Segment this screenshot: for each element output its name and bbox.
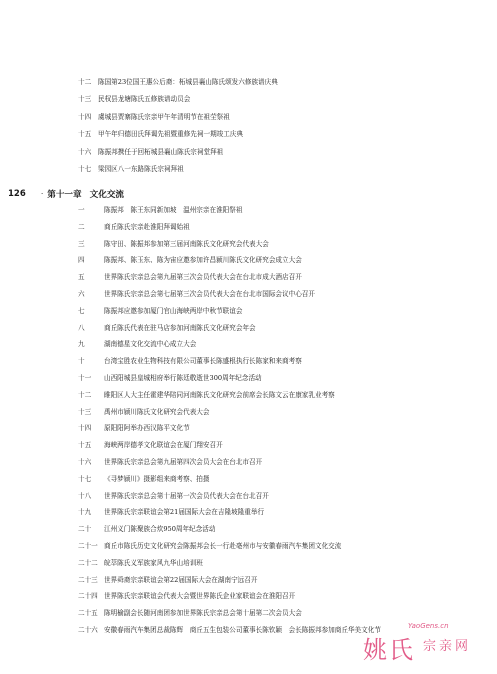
watermark-logo [363,620,483,664]
item-number: 五 [78,273,85,282]
item-number: 十五 [78,441,92,450]
item-number: 十五 [78,130,92,139]
chapter-heading [8,188,478,200]
item-text: 陈振邦 陈王东同新加坡 温州宗亲在淮阳祭祖 [104,206,243,214]
item-number: 十四 [78,112,92,121]
item-text: 商丘陈氏代表在驻马店参加河南陈氏文化研究会年会 [104,323,256,332]
item-text: 世界舜裔宗亲联谊会第22届国际大会在湖南宁远召开 [104,575,258,584]
list-item [78,240,484,248]
item-number: 二 [78,222,85,231]
item-text: 梁园区八一东路陈氏宗祠拜祖 [98,164,184,173]
item-number: 二十五 [78,609,98,618]
item-number: 十二 [78,78,92,86]
list-item [78,559,484,567]
item-text: 陈振邦携任于回柘城县襄山陈氏宗祠堂拜祖 [98,147,224,156]
item-text: 商丘陈氏宗亲赴淮阳拜谒始祖 [104,222,190,231]
item-text: 陈国第23位国王惠公后裔：柘城县襄山陈氏颂发六修族谱庆典 [98,78,278,86]
list-item [78,130,478,138]
item-text: 世界陈氏宗亲总会第十届第一次会员代表大会在台北召开 [104,491,269,500]
chapter-separator: · [41,190,44,198]
item-number: 八 [78,323,85,332]
list-item [78,592,484,600]
top-item-list [78,78,478,182]
item-number: 二十 [78,525,92,534]
item-number: 十八 [78,491,92,500]
item-number: 九 [78,340,85,349]
item-number: 二十三 [78,575,98,584]
list-item [78,391,484,399]
list-item [78,525,484,533]
item-text: 世界陈氏宗亲总会第九届第三次会员代表大会在台北市成大酒店召开 [104,273,302,282]
item-text: 江州义门陈聚族合炊950周年纪念活动 [104,525,216,534]
item-text: 山西阳城县皇城相府举行陈廷敬逝世300周年纪念活动 [104,373,262,382]
list-item [78,408,484,416]
item-text: 世界陈氏宗亲联谊会代表大会暨世界陈氏企业家联谊会在淮阳召开 [104,592,296,601]
item-text: 虞城县贾寨陈氏宗亲甲午年清明节在祖茔祭祖 [98,112,230,121]
watermark-url: YaoGens.cn [408,622,449,630]
item-number: 二十四 [78,592,98,601]
list-item [78,475,484,483]
item-number: 十七 [78,164,92,173]
list-item [78,256,484,264]
item-text: 世界陈氏宗亲总会第七届第三次会员代表大会在台北市国际会议中心召开 [104,289,315,298]
item-text: 原阳阳阿举办西汉陈平文化节 [104,424,190,433]
list-item [78,95,478,103]
item-text: 商丘市陈氏历史文化研究会陈振邦会长一行赴亳州市与安徽春雨汽车集团文化交流 [104,541,342,550]
item-text: 陈振邦应邀参加厦门官山海峡两岸中秋节联谊会 [104,306,243,315]
item-text: 睢阳区人大主任霍建华陪同河南陈氏文化研究会前席会长陈文云在康家乳业考察 [104,390,335,399]
list-item [78,424,484,432]
list-item [78,542,484,550]
chapter-title: 文化交流 [89,190,125,200]
list-item [78,458,484,466]
item-text: 安徽春雨汽车集团总裁陈辉 商丘五生包装公司董事长陈钦颖 会长陈振邦参加商丘华美文化节 [104,625,381,634]
item-number: 二十六 [78,625,98,634]
list-item [78,441,484,449]
item-text: 陈守田、陈振邦参加第三届河南陈氏文化研究会代表大会 [104,239,269,248]
item-text: 甲午年归德田氏拜谒先祖暨重修先祠一期竣工庆典 [98,130,244,139]
item-number: 六 [78,289,85,298]
item-number: 十六 [78,147,92,156]
list-item [78,357,484,365]
list-item [78,307,484,315]
item-number: 十四 [78,424,92,433]
list-item [78,508,484,516]
item-number: 十六 [78,457,92,466]
item-number: 十一 [78,373,92,382]
list-item [78,374,484,382]
item-number: 十二 [78,390,92,399]
page-number: 126 [8,189,26,199]
list-item [78,78,478,86]
list-item [78,165,478,173]
item-number: 十 [78,357,85,366]
item-number: 二十一 [78,541,98,550]
item-number: 一 [78,206,85,214]
item-number: 十三 [78,407,92,416]
item-number: 十三 [78,95,92,104]
item-number: 四 [78,256,85,265]
item-text: 世界陈氏宗亲联谊会第21届国际大会在吉隆坡隆重举行 [104,508,265,517]
list-item [78,324,484,332]
watermark-brand: 姚氏 [363,636,415,664]
watermark-subtitle: 宗亲网 [423,639,472,654]
list-item [78,576,484,584]
item-text: 海峡两岸德孝文化联谊会在厦门翔安召开 [104,441,223,450]
list-item [78,223,484,231]
item-text: 陈明榆副会长随河南团参加世界陈氏宗亲总会第十届第二次会员大会 [104,609,302,618]
list-item [78,273,484,281]
list-item [78,113,478,121]
item-text: 民权县龙塘陈氏五修族谱动员会 [98,95,191,104]
list-item [78,148,478,156]
chapter-item-list [78,206,484,643]
item-number: 三 [78,239,85,248]
item-text: 世界陈氏宗亲总会第九届第四次会员大会在台北市召开 [104,457,263,466]
item-text: 皖萃陈氏义军族家风九华山培训班 [104,558,203,567]
item-text: 台湾宝胜农业生物科技有限公司董事长陈盛根执行长陈家和来商考察 [104,357,302,366]
item-number: 十九 [78,508,92,517]
item-text: 禹州市颍川陈氏文化研究会代表大会 [104,407,210,416]
item-text: 湖南德星文化交流中心成立大会 [104,340,197,349]
list-item [78,290,484,298]
item-number: 二十二 [78,558,98,567]
item-number: 十七 [78,474,92,483]
list-item [78,609,484,617]
list-item [78,492,484,500]
item-text: 《寻梦颍川》摄影组来商考察、拍摄 [104,474,210,483]
list-item [78,340,484,348]
item-number: 七 [78,306,85,315]
item-text: 陈振邦、陈玉东、陈为宙应邀参加许昌颍川陈氏文化研究会成立大会 [104,256,302,265]
chapter-name: 第十一章 [47,190,82,200]
list-item [78,206,484,214]
